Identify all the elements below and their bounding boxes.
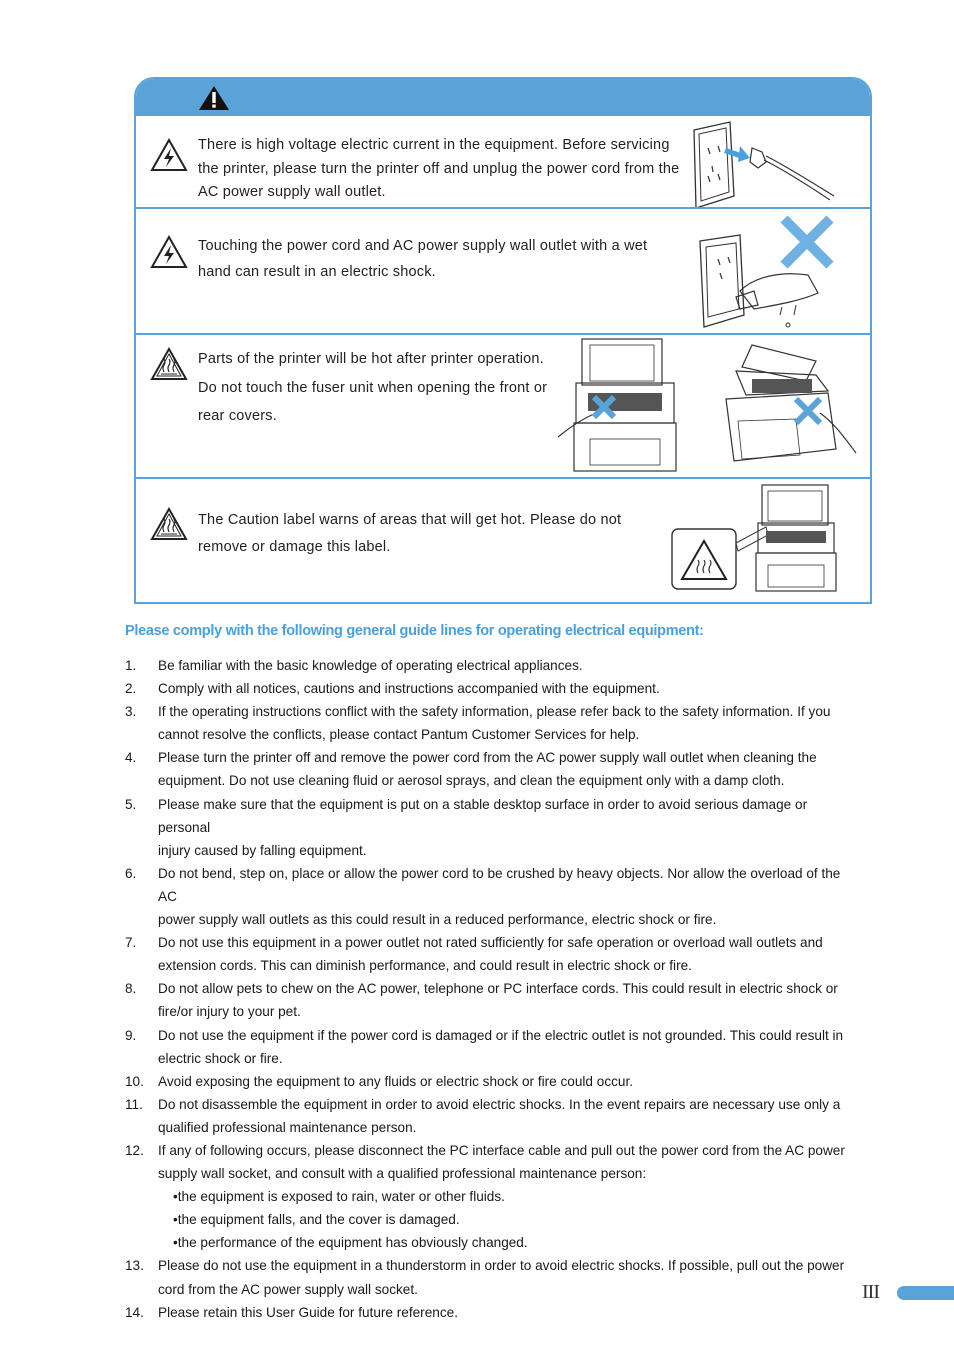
list-item-text: Be familiar with the basic knowledge of operating electrical appliances. [158, 658, 583, 673]
list-item-number: 3. [125, 704, 137, 720]
warning-text: Parts of the printer will be hot after printer operation. Do not touch the fuser unit when opening the front or rear covers. [198, 351, 548, 424]
warning-text: The Caution label warns of areas that will get hot. Please do not remove or damage this label. [198, 512, 622, 555]
list-item [125, 654, 855, 677]
page-tab-marker [897, 1286, 954, 1300]
warning-row-caution-label [136, 477, 870, 604]
guidelines-heading: Please comply with the following general guide lines for operating electrical equipment: [125, 623, 704, 639]
list-item [125, 1254, 855, 1300]
list-item-number: 8. [125, 981, 137, 997]
list-item-text: cord from the AC power supply wall socket. [158, 1281, 418, 1297]
list-item [125, 746, 855, 792]
list-item-number: 14. [125, 1304, 144, 1320]
unplug-outlet-illustration [688, 118, 848, 210]
list-item-text: Please turn the printer off and remove the power cord from the AC power supply wall outlet when cleaning the [158, 750, 817, 766]
list-item-text: injury caused by falling equipment. [158, 842, 367, 858]
warning-row-voltage [136, 114, 870, 209]
list-item-text: power supply wall outlets as this could result in a reduced performance, electric shock or fire. [158, 912, 717, 928]
warning-header-bar [136, 79, 870, 115]
list-item [125, 677, 855, 700]
high-voltage-warning-icon [150, 138, 188, 172]
list-item-text: If any of following occurs, please disconnect the PC interface cable and pull out the power cord from the AC power [158, 1142, 845, 1158]
caution-label-printer-illustration [670, 483, 840, 595]
list-item-text: Avoid exposing the equipment to any fluids or electric shock or fire could occur. [158, 1073, 634, 1089]
list-item-text: electric shock or fire. [158, 1050, 283, 1066]
warning-text: Touching the power cord and AC power supply wall outlet with a wet hand can result in an electric shock. [198, 238, 648, 280]
warning-row-wet-hand [136, 207, 870, 335]
list-item-text: Please retain this User Guide for future reference. [158, 1304, 458, 1320]
list-item-number: 13. [125, 1258, 144, 1274]
list-item-number: 11. [125, 1096, 143, 1112]
wet-hand-outlet-illustration [696, 211, 846, 335]
list-item-text: Do not use the equipment if the power cord is damaged or if the electric outlet is not grounded. This could result in [158, 1027, 844, 1043]
list-item [125, 1139, 855, 1254]
list-item-number: 5. [125, 796, 137, 812]
list-item-text: Do not bend, step on, place or allow the power cord to be crushed by heavy objects. Nor allow the overload of the AC [158, 865, 841, 904]
list-item-text: cannot resolve the conflicts, please contact Pantum Customer Services for help. [158, 727, 640, 743]
list-item-text: equipment. Do not use cleaning fluid or aerosol sprays, and clean the equipment only with a damp cloth. [158, 773, 785, 789]
list-item [125, 1301, 855, 1324]
list-item-text: supply wall socket, and consult with a qualified professional maintenance person: [158, 1166, 647, 1182]
hot-surface-warning-icon [150, 347, 188, 381]
list-item-text: fire/or injury to your pet. [158, 1004, 301, 1020]
list-item-number: 2. [125, 681, 137, 697]
list-item-text: Please do not use the equipment in a thunderstorm in order to avoid electric shocks. If possible, pull out the power [158, 1258, 845, 1274]
list-item-number: 7. [125, 935, 137, 951]
list-sub-item: •the equipment falls, and the cover is damaged. [173, 1212, 460, 1228]
hot-surface-warning-icon [150, 507, 188, 541]
list-item [125, 1093, 855, 1139]
list-item [125, 1024, 855, 1070]
list-sub-item: •the equipment is exposed to rain, water or other fluids. [173, 1189, 505, 1205]
list-item [125, 1070, 855, 1093]
list-item-number: 9. [125, 1027, 137, 1043]
list-sub-item: •the performance of the equipment has obviously changed. [173, 1235, 528, 1251]
list-item-number: 4. [125, 750, 137, 766]
warning-panel [134, 77, 872, 604]
list-item [125, 700, 855, 746]
list-item-text: Do not use this equipment in a power outlet not rated sufficiently for safe operation or overload wall outlets and [158, 935, 823, 951]
list-item-text: Comply with all notices, cautions and instructions accompanied with the equipment. [158, 681, 660, 697]
list-item-text: extension cords. This can diminish performance, and could result in electric shock or fire. [158, 958, 692, 974]
warning-text: There is high voltage electric current in the equipment. Before servicing the printer, please turn the printer off and unplug the power cord from the AC power supply wall outlet. [198, 137, 680, 200]
list-item-number: 12. [125, 1142, 144, 1158]
list-item-text: Please make sure that the equipment is put on a stable desktop surface in order to avoid serious damage or personal [158, 796, 808, 835]
warning-triangle-icon [198, 85, 230, 111]
list-item [125, 862, 855, 931]
list-item [125, 977, 855, 1023]
list-item [125, 931, 855, 977]
list-item-number: 6. [125, 865, 137, 881]
list-item-text: Do not allow pets to chew on the AC power, telephone or PC interface cords. This could result in electric shock or [158, 981, 838, 997]
list-item-text: Do not disassemble the equipment in order to avoid electric shocks. In the event repairs are necessary use only a [158, 1096, 841, 1112]
list-item-number: 10. [125, 1073, 144, 1089]
list-item-number: 1. [125, 658, 137, 673]
page-number: III [862, 1281, 879, 1303]
hot-fuser-printer-illustration [556, 337, 866, 477]
list-item-text: qualified professional maintenance person. [158, 1119, 417, 1135]
list-item [125, 793, 855, 862]
guidelines-list [125, 654, 855, 1324]
warning-row-hot-parts [136, 333, 870, 479]
list-item-text: If the operating instructions conflict with the safety information, please refer back to the safety information. If you [158, 704, 831, 720]
high-voltage-warning-icon [150, 235, 188, 269]
